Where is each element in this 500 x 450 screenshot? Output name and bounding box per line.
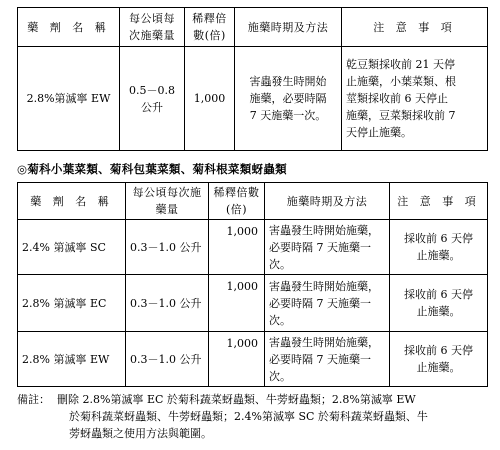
cell-dose-line1: 0.5－0.8 [129, 83, 175, 97]
cell-notes-line2: 止施藥。 [416, 361, 461, 374]
cell-timing-line3: 7 天施藥一次。 [249, 109, 327, 122]
remarks-label: 備註： [17, 393, 50, 406]
cell-timing [265, 332, 390, 387]
cell-notes-line5: 天停止施藥。 [346, 126, 412, 139]
cell-notes [342, 47, 488, 151]
remarks-note [17, 391, 487, 442]
cell-dose-line2: 公升 [141, 100, 163, 114]
cell-timing-line1: 害蟲發生時開始施藥， [269, 335, 379, 349]
cell-timing-line1: 害蟲發生時開始施藥， [269, 223, 379, 237]
header-timing: 施藥時期及方法 [235, 8, 342, 47]
header-dose-line2: 藥量 [155, 203, 179, 216]
pesticide-table-2 [17, 182, 488, 387]
remarks-line1: 刪除 2.8%第滅寧 EC 於菊科蔬菜蚜蟲類、牛蒡蚜蟲類；2.8%第滅寧 EW [57, 393, 416, 406]
cell-dose: 0.3－1.0 公升 [126, 332, 209, 387]
cell-notes-line1: 乾豆類採收前 21 天停 [346, 58, 455, 71]
cell-notes-line3: 莖類採收前 6 天停止 [346, 92, 448, 105]
cell-dose: 0.3－1.0 公升 [126, 275, 209, 332]
cell-notes [390, 275, 488, 332]
cell-dilution: 1,000 [209, 275, 265, 332]
cell-timing [265, 220, 390, 275]
cell-notes-line1: 採收前 6 天停 [404, 232, 473, 245]
header-dilution-line2: 數(倍) [193, 29, 226, 42]
cell-drug-name: 2.8%第滅寧 EW [18, 47, 120, 151]
header-notes: 注 意 事 項 [342, 8, 488, 47]
header-dilution-line1: 稀釋倍 [192, 12, 227, 25]
table-header-row [18, 183, 488, 220]
cell-notes-line2: 止施藥。 [416, 305, 461, 318]
remarks-line2: 於菊科蔬菜蚜蟲類、牛蒡蚜蟲類；2.4%第滅寧 SC 於菊科蔬菜蚜蟲類、牛 [69, 410, 428, 423]
header-dilution-line1: 稀釋倍數 [213, 186, 260, 199]
header-dilution [185, 8, 235, 47]
cell-notes-line1: 採收前 6 天停 [404, 344, 473, 357]
table-row [18, 275, 488, 332]
header-dilution [209, 183, 265, 220]
cell-drug-name: 2.8% 第滅寧 EW [18, 332, 126, 387]
cell-notes [390, 220, 488, 275]
pesticide-table-1 [17, 7, 488, 151]
table-row [18, 332, 488, 387]
cell-timing-line3: 次。 [269, 369, 291, 383]
header-dose-line1: 每公頃每 [129, 12, 175, 25]
cell-drug-name: 2.4% 第滅寧 SC [18, 220, 126, 275]
cell-timing-line2: 必要時隔 7 天施藥一 [269, 352, 371, 366]
cell-notes-line4: 施藥，豆菜類採收前 7 [346, 109, 456, 122]
header-timing: 施藥時期及方法 [265, 183, 390, 220]
cell-dilution: 1,000 [209, 220, 265, 275]
cell-timing-line3: 次。 [269, 313, 291, 327]
cell-timing-line1: 害蟲發生時開始施藥， [269, 279, 379, 293]
table-header-row [18, 8, 488, 47]
remarks-line3: 蒡蚜蟲類之使用方法與範圍。 [69, 427, 212, 440]
cell-dilution: 1,000 [185, 47, 235, 151]
header-notes: 注 意 事 項 [390, 183, 488, 220]
section-title: ◎菊科小葉菜類、菊科包葉菜類、菊科根菜類蚜蟲類 [17, 162, 287, 176]
cell-dose: 0.3－1.0 公升 [126, 220, 209, 275]
header-dose-line2: 次施藥量 [129, 29, 175, 42]
table-row [18, 47, 488, 151]
header-dose-line1: 每公頃每次施 [132, 186, 202, 199]
cell-timing [235, 47, 342, 151]
cell-notes-line2: 止施藥，小葉菜類、根 [346, 75, 456, 88]
header-dose [126, 183, 209, 220]
cell-timing-line2: 必要時隔 7 天施藥一 [269, 296, 371, 310]
cell-timing-line2: 施藥，必要時隔 [249, 92, 327, 105]
cell-timing-line2: 必要時隔 7 天施藥一 [269, 240, 371, 254]
cell-dose [120, 47, 185, 151]
header-drug-name: 藥 劑 名 稱 [18, 183, 126, 220]
header-dose [120, 8, 185, 47]
header-dilution-line2: (倍) [225, 203, 248, 216]
cell-timing-line1: 害蟲發生時開始 [249, 75, 327, 88]
cell-timing [265, 275, 390, 332]
header-drug-name: 藥 劑 名 稱 [18, 8, 120, 47]
cell-notes-line1: 採收前 6 天停 [404, 288, 473, 301]
table-row [18, 220, 488, 275]
cell-dilution: 1,000 [209, 332, 265, 387]
cell-timing-line3: 次。 [269, 257, 291, 271]
cell-drug-name: 2.8% 第滅寧 EC [18, 275, 126, 332]
cell-notes-line2: 止施藥。 [416, 249, 461, 262]
cell-notes [390, 332, 488, 387]
remarks-body [57, 391, 487, 442]
